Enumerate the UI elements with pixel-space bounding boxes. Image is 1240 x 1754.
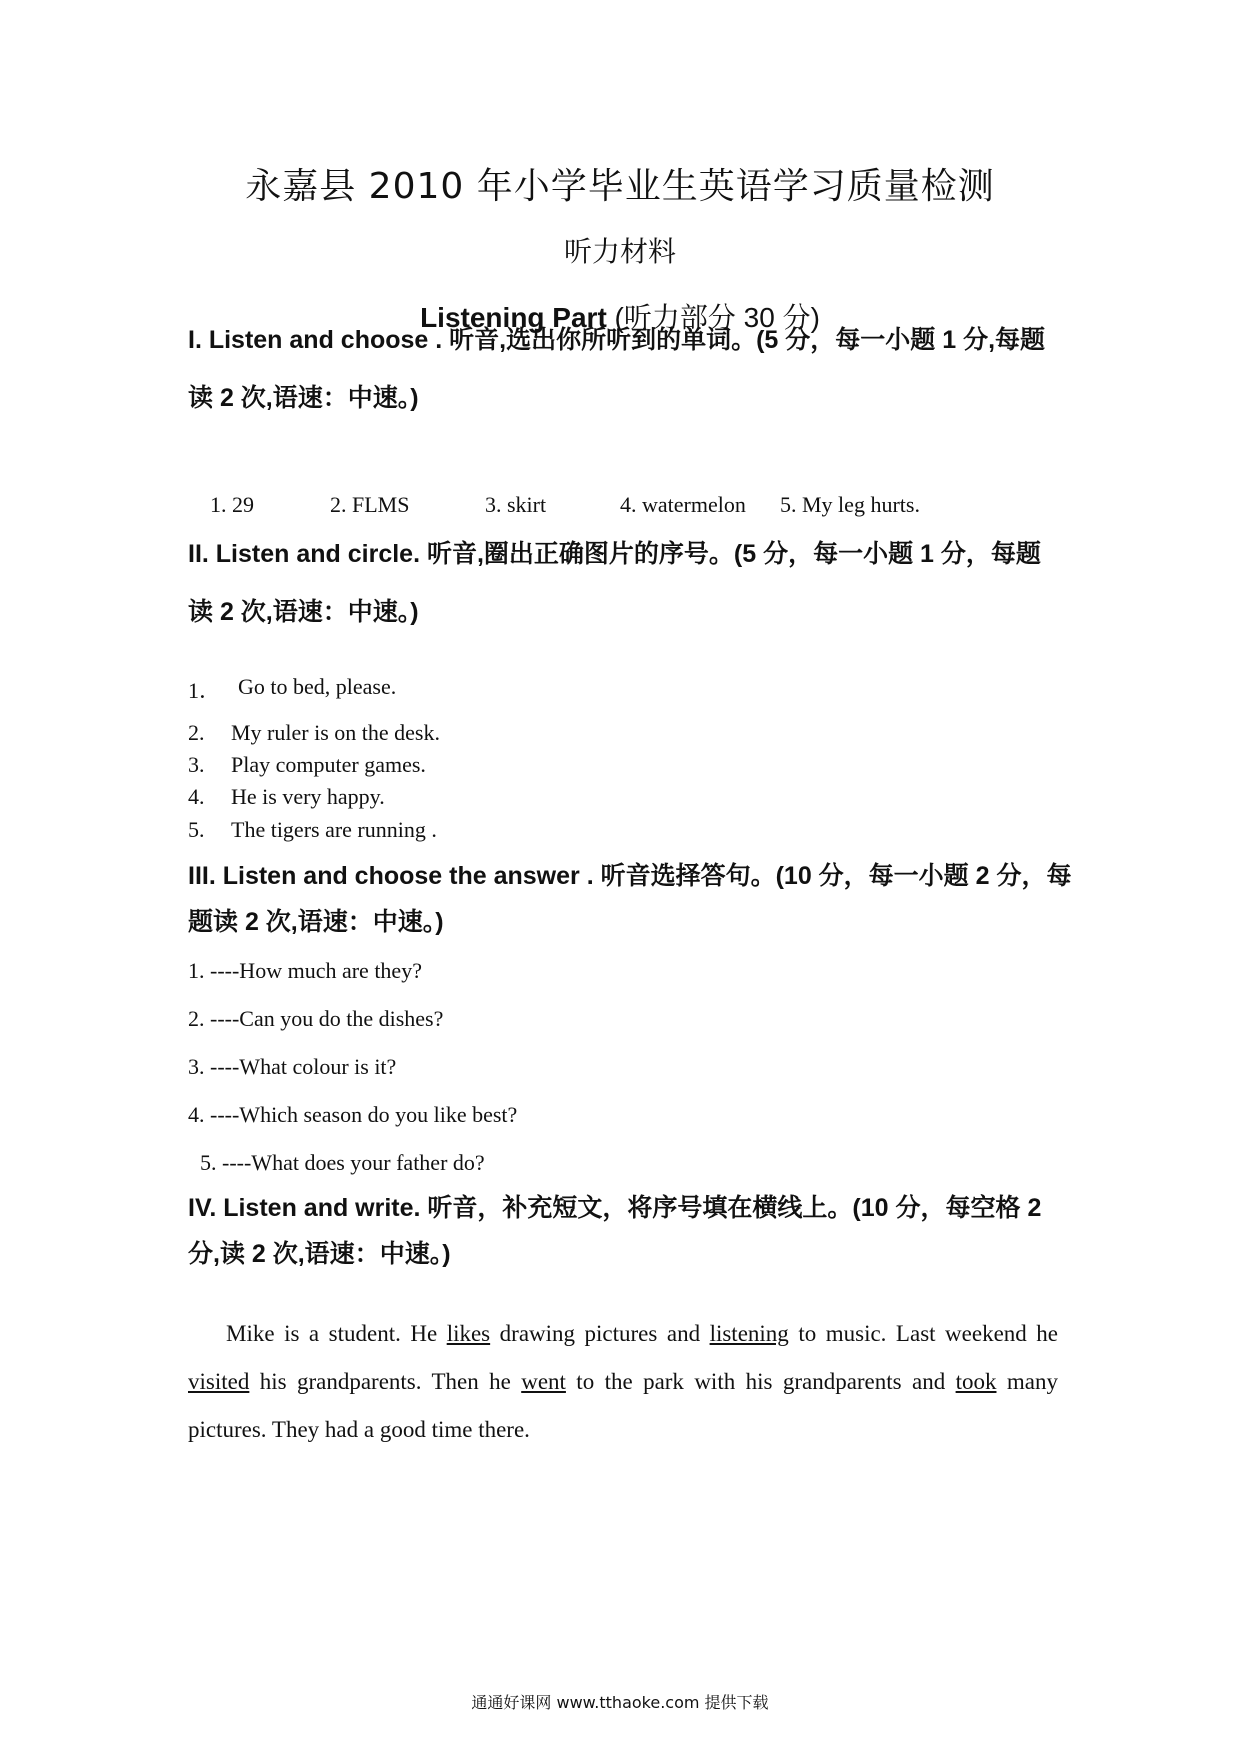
passage-underlined-word: visited [188,1369,250,1394]
passage-underlined-word: listening [709,1321,789,1346]
section-3-item: 4. ----Which season do you like best? [188,1102,518,1127]
section-2-heading-line1: II. Listen and circle. 听音,圈出正确图片的序号。(5 分，每一小题 1 分，每题 [188,540,1041,568]
section-3-heading-line1: III. Listen and choose the answer . 听音选择答句。(10 分，每一小题 2 分，每 [188,862,1072,890]
section-3-item: 2. ----Can you do the dishes? [188,1006,444,1031]
passage-underlined-word: took [955,1369,997,1394]
section-3-item: 1. ----How much are they? [188,958,422,983]
passage-text: Mike is a student. He [226,1321,447,1346]
document-subtitle: 听力材料 [563,235,676,268]
section-1-heading-line1: I. Listen and choose . 听音,选出你所听到的单词。(5 分，每一小题 1 分,每题 [188,326,1046,354]
passage-text: his grandparents. Then he [249,1369,522,1394]
item-text: The tigers are running . [231,817,437,842]
section-1-item: 1. 29 [210,492,254,517]
item-number: 2. [188,720,205,745]
section-3-item: 5. ----What does your father do? [200,1150,485,1175]
section-3-heading [188,860,1072,938]
section-2-heading-line2: 读 2 次,语速：中速。) [188,598,419,626]
section-3-item: 3. ----What colour is it? [188,1054,397,1079]
passage-text: to the park with his grandparents and [565,1369,956,1394]
passage-underlined-word: likes [446,1321,491,1346]
section-1-item: 3. skirt [485,492,547,517]
item-text: Play computer games. [231,752,426,777]
document-title: 永嘉县 2010 年小学毕业生英语学习质量检测 [245,166,995,207]
passage-underlined-word: went [521,1369,566,1394]
item-number: 1． [188,678,222,703]
section-1-item: 5. My leg hurts. [780,492,920,517]
item-text: My ruler is on the desk. [231,720,440,745]
item-number: 4. [188,784,205,809]
item-text: Go to bed, please. [238,674,397,699]
section-4-heading [188,1192,1058,1270]
item-number: 3. [188,752,205,777]
section-3-heading-line2: 题读 2 次,语速：中速。) [188,908,444,936]
part-heading-bold: Listening Part [420,302,607,333]
passage-text: drawing pictures and [490,1321,710,1346]
section-4-passage [188,1310,1058,1454]
section-4-heading-line2: 分,读 2 次,语速：中速。) [188,1240,451,1268]
item-number: 5. [188,817,205,842]
part-heading-rest: (听力部分 30 分) [606,302,820,333]
section-4-heading-line1: IV. Listen and write. 听音，补充短文，将序号填在横线上。(10 分，每空格 2 [188,1194,1042,1222]
footer-credit: 通通好课网 www.tthaoke.com 提供下载 [471,1693,769,1712]
item-text: He is very happy. [231,784,385,809]
section-1-heading [188,324,1058,414]
section-2-heading [188,538,1058,628]
section-1-heading-line2: 读 2 次,语速：中速。) [188,384,419,412]
passage-text: many pictures. They had a good time there. [188,1369,1058,1442]
section-1-item: 2. FLMS [330,492,410,517]
passage-text: to music. Last weekend he [788,1321,1059,1346]
section-1-item: 4. watermelon [620,492,746,517]
